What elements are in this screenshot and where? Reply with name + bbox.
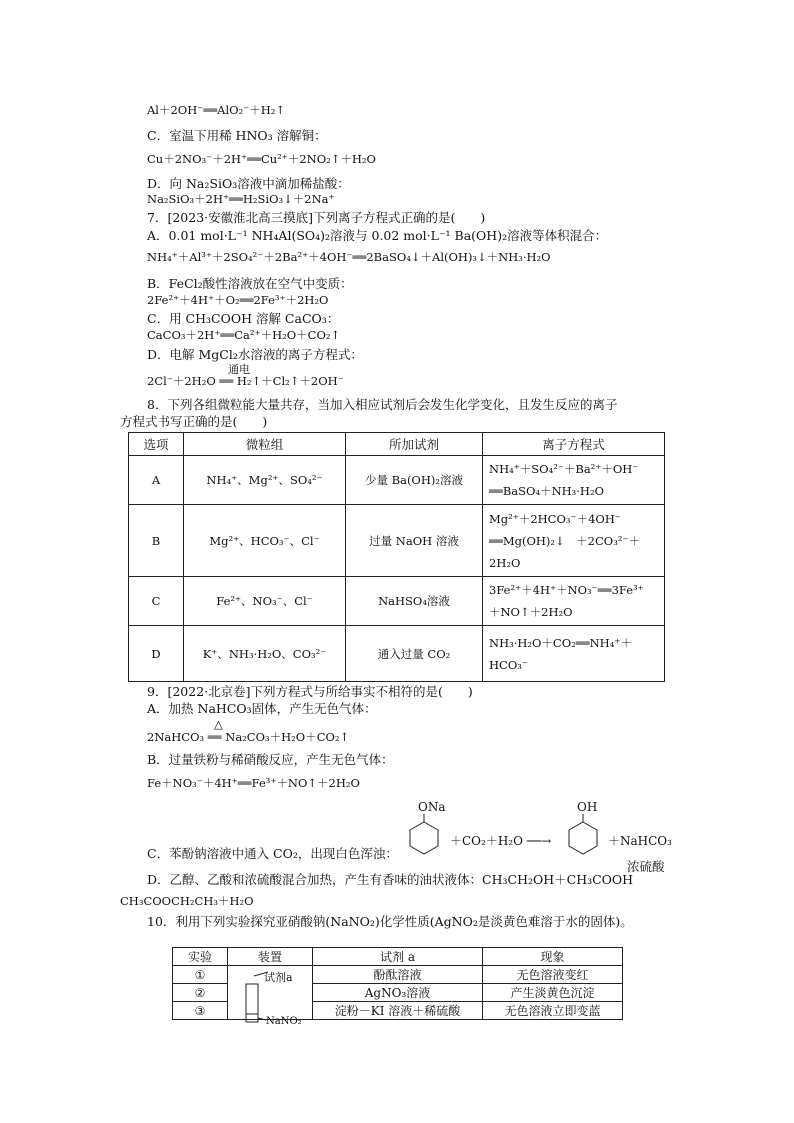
q7-option-c-eq: CaCO₃＋2H⁺══Ca²⁺＋H₂O＋CO₂↑	[147, 328, 341, 342]
q9-option-a-condition: △	[214, 717, 223, 731]
table-header: 选项	[129, 433, 184, 456]
q9-option-b: B．过量铁粉与稀硝酸反应，产生无色气体：	[147, 752, 394, 767]
q9-option-a: A．加热 NaHCO₃固体，产生无色气体：	[147, 701, 377, 716]
reagent-cell: 通入过量 CO₂	[346, 626, 483, 682]
q9-option-d-eq: CH₃COOCH₂CH₃＋H₂O	[120, 894, 254, 908]
table-row	[129, 456, 665, 505]
ona-label: ONa	[418, 800, 446, 814]
table-header: 实验	[173, 948, 228, 966]
test-tube-icon	[240, 962, 270, 1024]
phenoxide-ring-icon	[407, 812, 441, 856]
result-cell: 无色溶液立即变蓝	[483, 1002, 623, 1020]
option-c-eq: Cu＋2NO₃⁻＋2H⁺══Cu²⁺＋2NO₂↑＋H₂O	[147, 152, 376, 166]
q7-option-d-condition: 通电	[228, 363, 250, 376]
q7-option-b: B．FeCl₂酸性溶液放在空气中变质：	[147, 276, 353, 291]
q7-option-a-eq: NH₄⁺＋Al³⁺＋2SO₄²⁻＋2Ba²⁺＋4OH⁻══2BaSO₄↓＋Al(OH)₃↓＋NH₃·H₂O	[147, 250, 551, 264]
q9-option-c: C．苯酚钠溶液中通入 CO₂，出现白色浑浊：	[147, 846, 398, 861]
q8-table	[128, 432, 665, 682]
q7-option-d: D．电解 MgCl₂水溶液的离子方程式：	[147, 347, 363, 362]
option-cell: A	[129, 456, 184, 505]
q8-stem-line2: 方程式书写正确的是( )	[120, 414, 268, 429]
q9-option-d-condition: 浓硫酸	[627, 859, 665, 874]
table-header: 微粒组	[184, 433, 346, 456]
reagent-cell: 淀粉－KI 溶液＋稀硫酸	[313, 1002, 483, 1020]
equation-cell: NH₄⁺＋SO₄²⁻＋Ba²⁺＋OH⁻ ══BaSO₄＋NH₃·H₂O	[483, 456, 665, 505]
phenol-ring-icon	[566, 812, 600, 856]
reagent-cell: AgNO₃溶液	[313, 984, 483, 1002]
table-header: 试剂 a	[313, 948, 483, 966]
device-reagent-label: 试剂a	[264, 971, 293, 984]
table-header: 现象	[483, 948, 623, 966]
table-row	[129, 626, 665, 682]
q10-stem: 10．利用下列实验探究亚硝酸钠(NaNO₂)化学性质(AgNO₂是淡黄色难溶于水的固体)。	[147, 914, 633, 929]
table-row	[129, 505, 665, 577]
device-nano2-label: NaNO₂	[266, 1016, 302, 1027]
reaction-middle: ＋CO₂＋H₂O ──→	[450, 834, 552, 848]
oh-label: OH	[577, 800, 598, 814]
option-cell: B	[129, 505, 184, 577]
q9-option-b-eq: Fe＋NO₃⁻＋4H⁺══Fe³⁺＋NO↑＋2H₂O	[147, 776, 360, 790]
option-c-text: C．室温下用稀 HNO₃ 溶解铜：	[147, 128, 327, 143]
experiment-number: ①	[173, 966, 228, 984]
q9-option-d: D．乙醇、乙酸和浓硫酸混合加热，产生有香味的油状液体：CH₃CH₂OH＋CH₃COOH	[147, 872, 634, 887]
q8-stem-line1: 8．下列各组微粒能大量共存，当加入相应试剂后会发生化学变化，且发生反应的离子	[147, 397, 618, 412]
q9-option-a-eq: 2NaHCO₃ ══ Na₂CO₃＋H₂O＋CO₂↑	[147, 730, 350, 744]
line-al-eq: Al＋2OH⁻══AlO₂⁻＋H₂↑	[147, 103, 286, 117]
table-row	[129, 577, 665, 626]
table-header: 装置	[228, 948, 313, 966]
equation-cell: 3Fe²⁺＋4H⁺＋NO₃⁻══3Fe³⁺ ＋NO↑＋2H₂O	[483, 577, 665, 626]
equation-cell: Mg²⁺＋2HCO₃⁻＋4OH⁻ ══Mg(OH)₂↓ ＋2CO₃²⁻＋ 2H₂O	[483, 505, 665, 577]
q7-option-d-eq: 2Cl⁻＋2H₂O ══ H₂↑＋Cl₂↑＋2OH⁻	[147, 374, 344, 388]
q7-stem: 7．[2023·安徽淮北高三摸底]下列离子方程式正确的是( )	[147, 210, 486, 225]
q7-option-b-eq: 2Fe²⁺＋4H⁺＋O₂══2Fe³⁺＋2H₂O	[147, 293, 329, 307]
ions-cell: NH₄⁺、Mg²⁺、SO₄²⁻	[184, 456, 346, 505]
q9-stem: 9．[2022·北京卷]下列方程式与所给事实不相符的是( )	[147, 684, 473, 699]
option-d-text: D．向 Na₂SiO₃溶液中滴加稀盐酸：	[147, 176, 350, 191]
option-d-eq: Na₂SiO₃＋2H⁺══H₂SiO₃↓＋2Na⁺	[147, 192, 335, 206]
table-header-row	[129, 433, 665, 456]
result-cell: 产生淡黄色沉淀	[483, 984, 623, 1002]
q7-option-a: A．0.01 mol·L⁻¹ NH₄Al(SO₄)₂溶液与 0.02 mol·L⁻¹ Ba(OH)₂溶液等体积混合：	[147, 228, 608, 243]
ions-cell: Fe²⁺、NO₃⁻、Cl⁻	[184, 577, 346, 626]
ions-cell: K⁺、NH₃·H₂O、CO₃²⁻	[184, 626, 346, 682]
table-header: 所加试剂	[346, 433, 483, 456]
experiment-number: ③	[173, 1002, 228, 1020]
table-header: 离子方程式	[483, 433, 665, 456]
reagent-cell: 酚酞溶液	[313, 966, 483, 984]
reagent-cell: 过量 NaOH 溶液	[346, 505, 483, 577]
result-cell: 无色溶液变红	[483, 966, 623, 984]
experiment-number: ②	[173, 984, 228, 1002]
q7-option-c: C．用 CH₃COOH 溶解 CaCO₃：	[147, 311, 340, 326]
equation-cell: NH₃·H₂O＋CO₂══NH₄⁺＋HCO₃⁻	[483, 626, 665, 682]
reagent-cell: NaHSO₄溶液	[346, 577, 483, 626]
ions-cell: Mg²⁺、HCO₃⁻、Cl⁻	[184, 505, 346, 577]
option-cell: C	[129, 577, 184, 626]
option-cell: D	[129, 626, 184, 682]
reaction-end: ＋NaHCO₃	[608, 834, 672, 848]
reagent-cell: 少量 Ba(OH)₂溶液	[346, 456, 483, 505]
